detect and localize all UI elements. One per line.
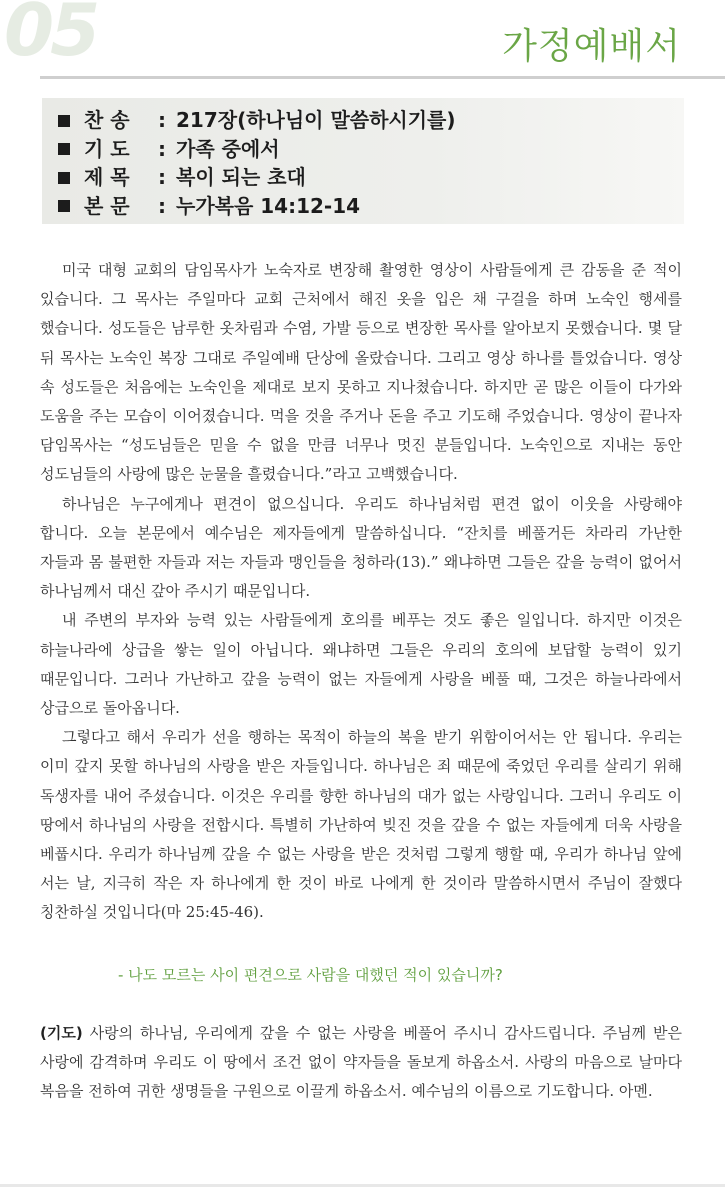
square-bullet-icon <box>58 143 70 155</box>
prayer-text: 사랑의 하나님, 우리에게 갚을 수 없는 사랑을 베풀어 주시니 감사드립니다. 주님께 받은 사랑에 감격하며 우리도 이 땅에서 조건 없이 약자들을 돌보게 하옵소서. 사랑의 마음으로 날마다 복음을 전하여 귀한 생명들을 구원으로 이끌게 하옵소서. 예수님의 이름으로 기도합니다. 아멘. <box>40 1024 682 1101</box>
prayer-label: (기도) <box>40 1024 83 1042</box>
body-paragraph: 하나님은 누구에게나 편견이 없으십니다. 우리도 하나님처럼 편견 없이 이웃을 사랑해야 합니다. 오늘 본문에서 예수님은 제자들에게 말씀하십니다. “잔치를 베풀거든 차라리 가난한 자들과 몸 불편한 자들과 저는 자들과 맹인들을 청하라(13).” 왜냐하면 그들은 갚을 능력이 없어서 하나님께서 대신 갚아 주시기 때문입니다. <box>40 494 682 601</box>
square-bullet-icon <box>58 200 70 212</box>
sermon-body <box>40 256 682 928</box>
info-row-scripture <box>58 192 456 221</box>
body-paragraph: 내 주변의 부자와 능력 있는 사람들에게 호의를 베푸는 것도 좋은 일입니다. 하지만 이것은 하늘나라에 상급을 쌓는 일이 아닙니다. 왜냐하면 그들은 우리의 호의에 보답할 능력이 있기 때문입니다. 그러나 가난하고 갚을 능력이 없는 자들에게 사랑을 베풀 때, 그것은 하늘나라에서 상급으로 돌아옵니다. <box>40 611 682 718</box>
info-value-prayer: 가족 중에서 <box>176 136 280 161</box>
info-label: 제 목 <box>84 165 130 189</box>
worship-info-list <box>58 106 456 220</box>
page-title: 가정예배서 <box>502 26 681 67</box>
info-label: 본 문 <box>84 193 130 218</box>
body-paragraph: 그렇다고 해서 우리가 선을 행하는 목적이 하늘의 복을 받기 위함이어서는 안 됩니다. 우리는 이미 갚지 못할 하나님의 사랑을 받은 자들입니다. 하나님은 죄 때문에 죽었던 우리를 살리기 위해 독생자를 내어 주셨습니다. 이것은 우리를 향한 하나님의 대가 없는 사랑입니다. 그러니 우리도 이 땅에서 하나님의 사랑을 전합시다. 특별히 가난하여 빚진 것을 갚을 수 없는 자들에게 더욱 사랑을 베풉시다. 우리가 하나님께 갚을 수 없는 사랑을 받은 것처럼 그렇게 행할 때, 우리가 하나님 앞에 서는 날, 지극히 작은 자 하나에게 한 것이 바로 나에게 한 것이라 말씀하시면서 주님이 잘했다 칭찬하실 것입니다(마 25:45-46). <box>40 728 682 922</box>
info-label: 기 도 <box>84 136 130 161</box>
body-paragraph: 미국 대형 교회의 담임목사가 노숙자로 변장해 촬영한 영상이 사람들에게 큰 감동을 준 적이 있습니다. 그 목사는 주일마다 교회 근처에서 해진 옷을 입은 채 구걸을 하며 노숙인 행세를 했습니다. 성도들은 남루한 옷차림과 수염, 가발 등으로 변장한 목사를 알아보지 못했습니다. 몇 달 뒤 목사는 노숙인 복장 그대로 주일예배 단상에 올랐습니다. 그리고 영상 하나를 틀었습니다. 영상 속 성도들은 처음에는 노숙인을 제대로 보지 못하고 지나쳤습니다. 하지만 곧 많은 이들이 다가와 도움을 주는 모습이 이어졌습니다. 먹을 것을 주거나 돈을 주고 기도해 주었습니다. 영상이 끝나자 담임목사는 “성도님들은 믿을 수 없을 만큼 너무나 멋진 분들입니다. 노숙인으로 지내는 동안 성도님들의 사랑에 많은 눈물을 흘렸습니다.”라고 고백했습니다. <box>40 261 682 484</box>
closing-prayer <box>40 1019 682 1107</box>
reflection-question: - 나도 모르는 사이 편견으로 사람을 대했던 적이 있습니까? <box>118 966 503 984</box>
info-separator: : <box>158 165 166 189</box>
info-value-scripture: 누가복음 14:12-14 <box>176 193 361 218</box>
square-bullet-icon <box>58 172 70 184</box>
info-separator: : <box>158 136 166 161</box>
info-row-subject <box>58 163 456 192</box>
info-row-hymn <box>58 106 456 135</box>
info-value-subject: 복이 되는 초대 <box>176 165 306 189</box>
title-divider <box>40 76 725 79</box>
info-separator: : <box>158 108 166 132</box>
info-label: 찬 송 <box>84 108 130 132</box>
page-number: 05 <box>4 0 97 72</box>
info-value-hymn: 217장(하나님이 말씀하시기를) <box>176 108 456 132</box>
square-bullet-icon <box>58 115 70 127</box>
info-row-prayer <box>58 135 456 164</box>
info-separator: : <box>158 193 166 218</box>
